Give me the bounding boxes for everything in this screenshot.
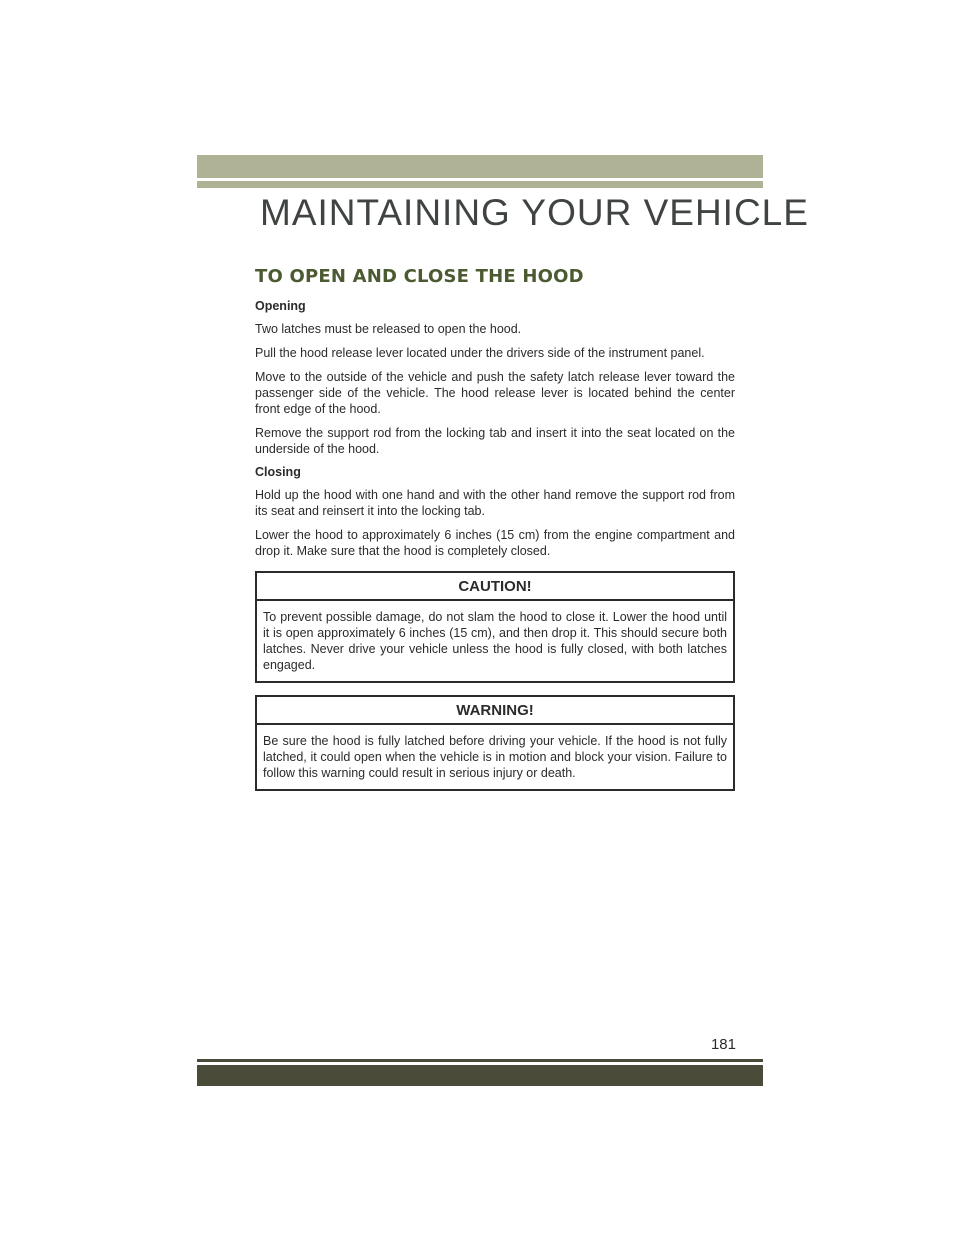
closing-paragraph: Lower the hood to approximately 6 inches (15 cm) from the engine compartment and drop it. Make sure that the hood is completely closed.	[255, 528, 735, 558]
opening-paragraph: Two latches must be released to open the hood.	[255, 322, 522, 336]
caution-text: To prevent possible damage, do not slam the hood to close it. Lower the hood until it is open approximately 6 inches (15 cm), and then drop it. This should secure both latches. Never drive your vehicle unless the hood is fully closed, with both latches engaged.	[263, 610, 727, 672]
caution-title: CAUTION!	[257, 573, 733, 601]
article-content	[255, 266, 735, 791]
closing-heading: Closing	[255, 465, 301, 479]
caution-box	[255, 571, 735, 683]
opening-heading: Opening	[255, 299, 306, 313]
opening-paragraph: Move to the outside of the vehicle and push the safety latch release lever toward the passenger side of the vehicle. The hood release lever is located behind the center front edge of the hood.	[255, 370, 735, 416]
footer-band	[197, 1065, 763, 1086]
warning-title: WARNING!	[257, 697, 733, 725]
warning-box	[255, 695, 735, 791]
opening-paragraph: Remove the support rod from the locking tab and insert it into the seat located on the underside of the hood.	[255, 426, 735, 456]
closing-paragraph: Hold up the hood with one hand and with the other hand remove the support rod from its seat and reinsert it into the locking tab.	[255, 488, 735, 518]
warning-text: Be sure the hood is fully latched before driving your vehicle. If the hood is not fully latched, it could open when the vehicle is in motion and block your vision. Failure to follow this warning could result in serious injury or death.	[263, 734, 727, 780]
header-rule	[197, 181, 763, 188]
header-band	[197, 155, 763, 178]
footer-rule	[197, 1059, 763, 1062]
section-title: MAINTAINING YOUR VEHICLE	[260, 192, 809, 233]
opening-paragraph: Pull the hood release lever located under the drivers side of the instrument panel.	[255, 346, 705, 360]
article-title: TO OPEN AND CLOSE THE HOOD	[255, 266, 584, 287]
page-number: 181	[710, 1036, 736, 1053]
